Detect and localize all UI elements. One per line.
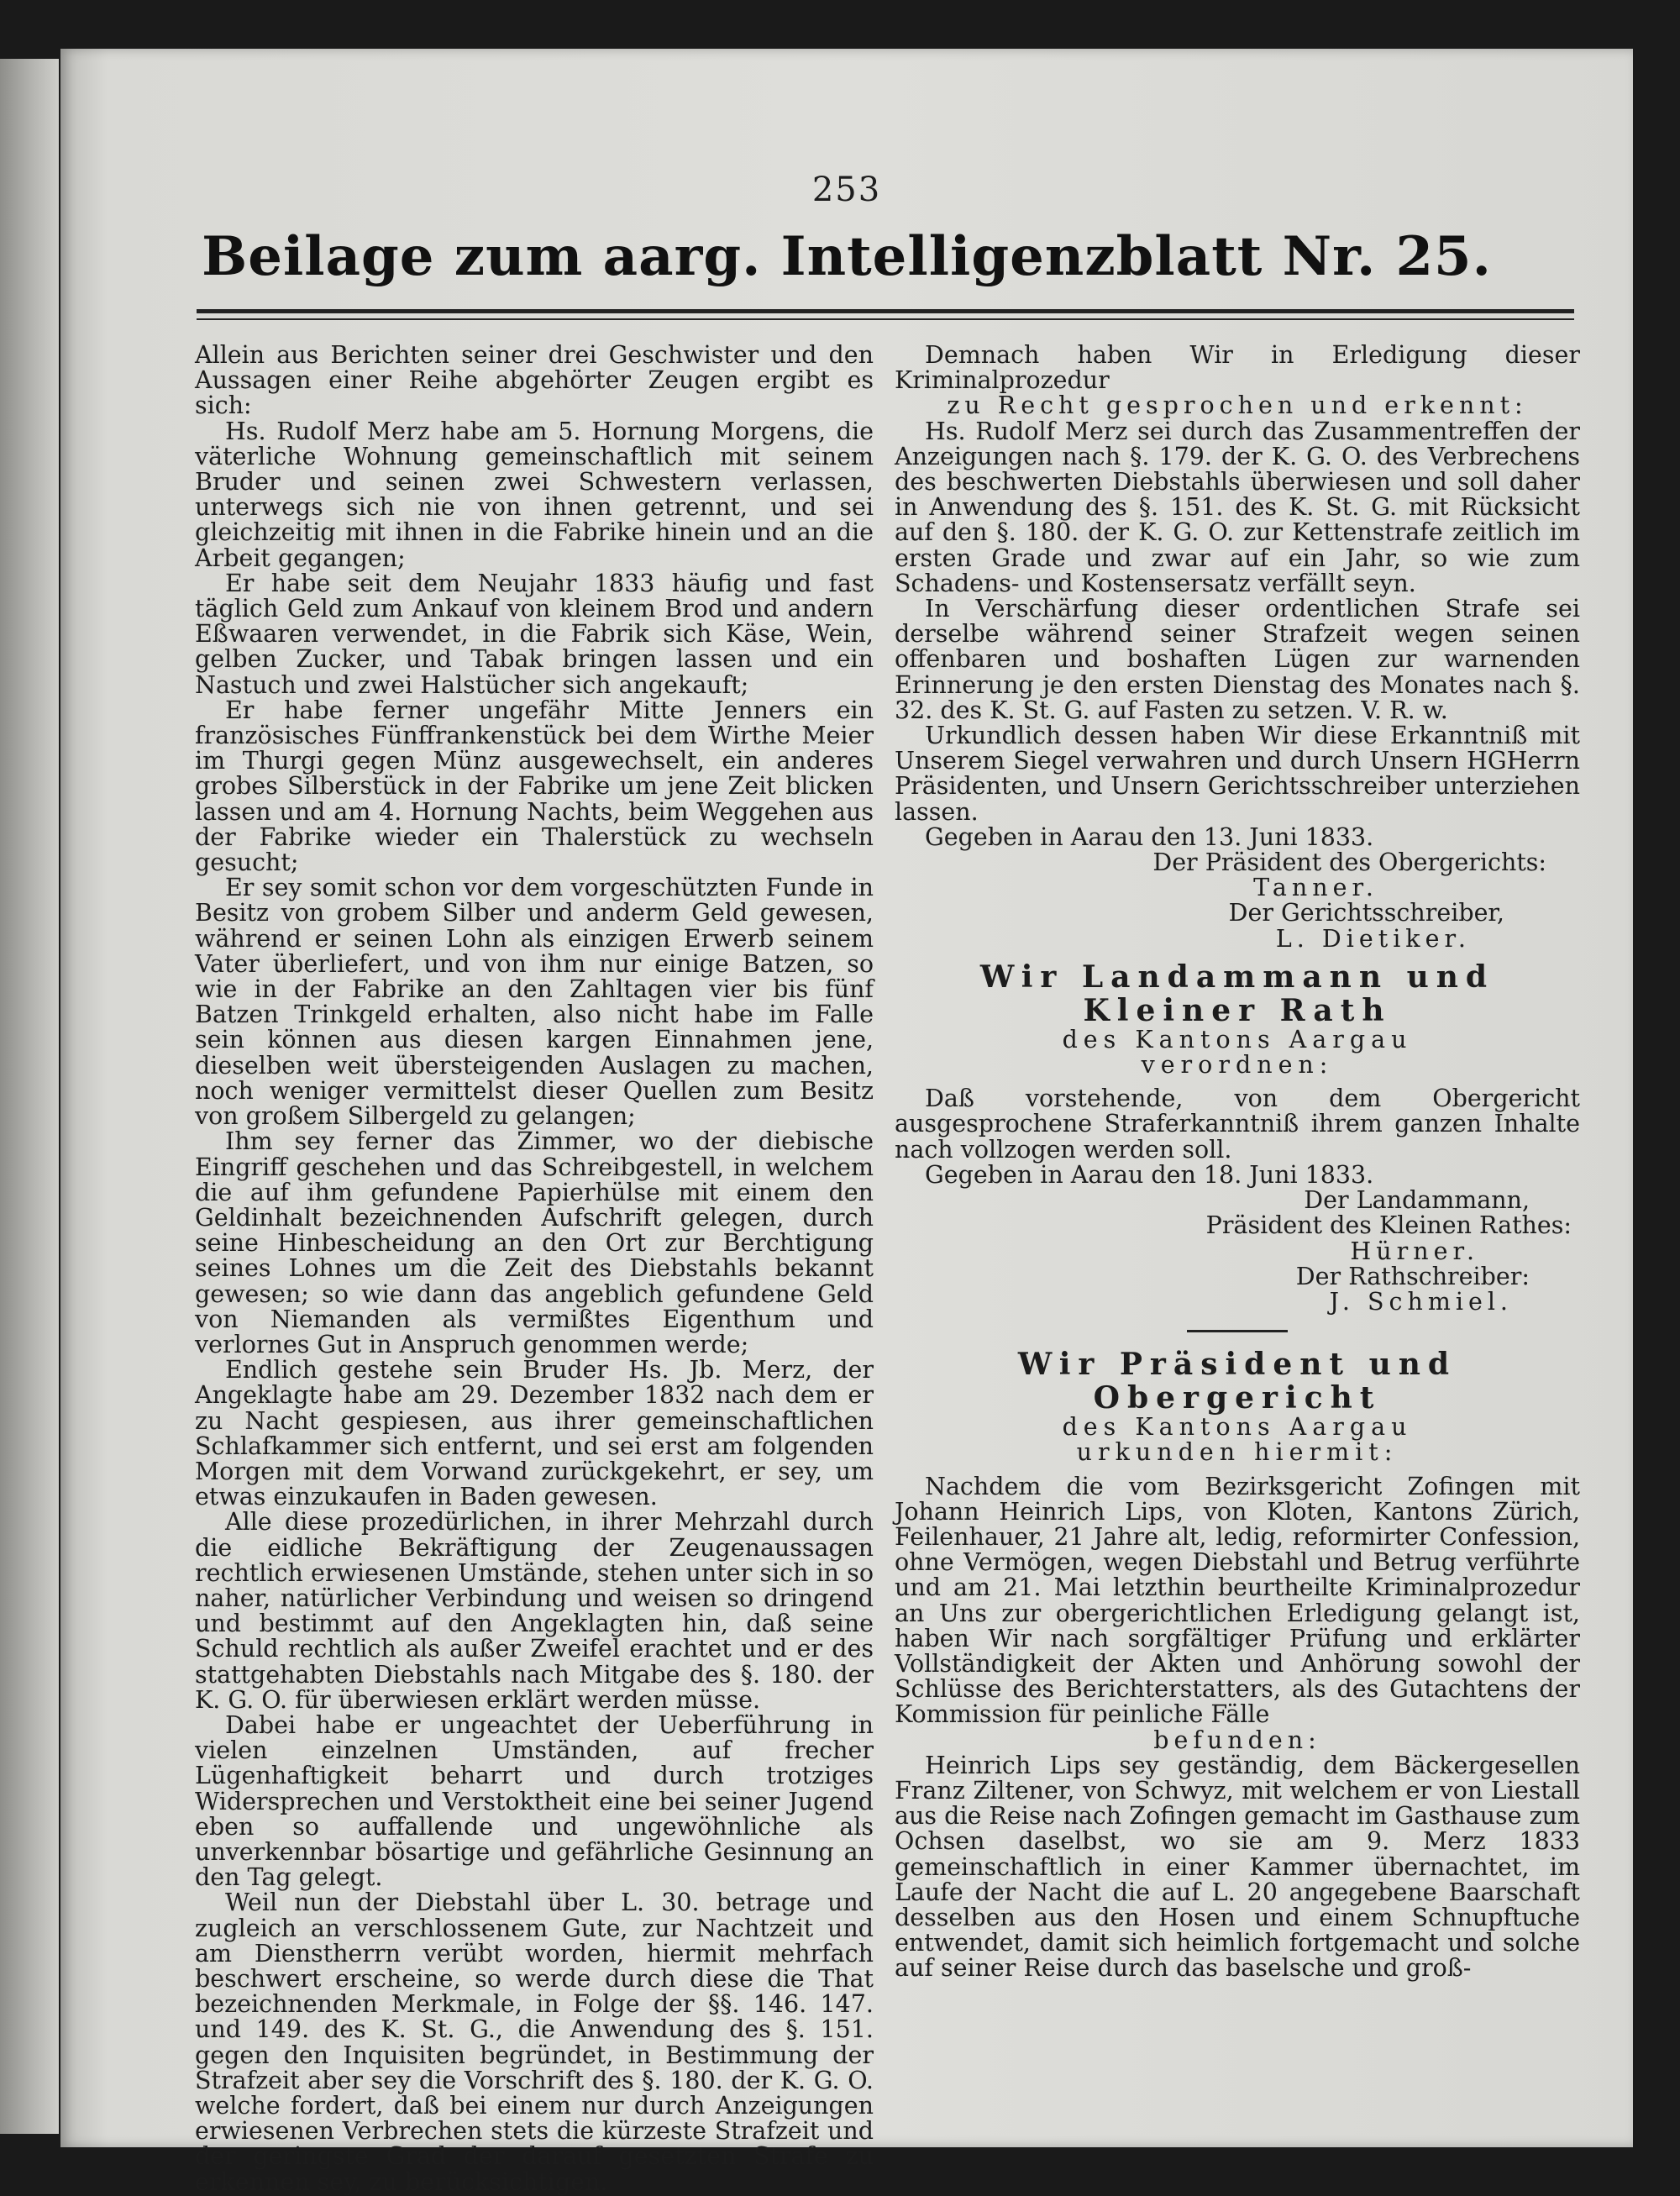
signature-name: J. Schmiel.	[1329, 1287, 1513, 1316]
paragraph: Er habe seit dem Neujahr 1833 häufig und fast täglich Geld zum Ankauf von kleinem Brod und andern Eßwaaren verwendet, in die Fabrik sich Käse, Wein, gelben Zucker, und Tabak bringen lassen und ein Nastuch und zwei Halstücher sich angekauft;	[195, 569, 874, 699]
left-column	[195, 343, 874, 2195]
verdict-paragraph: In Verschärfung dieser ordentlichen Strafe sei derselbe während seiner Strafzeit wegen seinen offenbaren und boshaften Lügen zur warnenden Erinnerung je den ersten Dienstag des Monates nach §. 32. des K. St. G. auf Fasten zu setzen. V. R. w.	[895, 595, 1580, 724]
verdict-paragraph: Urkundlich dessen haben Wir diese Erkanntniß mit Unserem Siegel verwahren und durch Unsern HGHerrn Präsidenten, und Unsern Gerichtsschreiber unterziehen lassen.	[895, 722, 1580, 826]
signature-title: Der Präsident des Obergerichts:	[1152, 848, 1546, 877]
signature-title: Präsident des Kleinen Rathes:	[1205, 1211, 1572, 1240]
verdict-paragraph: Hs. Rudolf Merz sei durch das Zusammentreffen der Anzeigungen nach §. 179. der K. G. O. des Verbrechens des beschwerten Diebstahls überwiesen und soll daher in Anwendung des §. 151. des K. St. G. mit Rücksicht auf den §. 180. der K. G. O. zur Kettenstrafe zeitlich im ersten Grade und zwar auf ein Jahr, so wie zum Schadens- und Kostensersatz verfällt seyn.	[895, 417, 1580, 597]
facing-page-edge	[0, 59, 59, 2134]
paragraph: Er sey somit schon vor dem vorgeschützten Funde in Besitz von grobem Silber und anderm Geld gewesen, während er seinen Lohn als einzigen Erwerb seinem Vater überliefert, und von ihm nur einige Batzen, so wie in der Fabrike an den Zahltagen vier bis fünf Batzen Trinkgeld erhalten, also nicht habe im Falle sein können aus diesen kargen Einnahmen jene, dieselben weit übersteigenden Auslagen zu machen, noch weniger vermittelst dieser Quellen zum Besitz von großem Silbergeld zu gelangen;	[195, 874, 874, 1131]
paragraph: Nachdem die vom Bezirksgericht Zofingen mit Johann Heinrich Lips, von Kloten, Kantons Zürich, Feilenhauer, 21 Jahre alt, ledig, reformirter Confession, ohne Vermögen, wegen Diebstahl und Betrug verführte und am 21. Mai letzthin beurtheilte Kriminalprozedur an Uns zur obergerichtlichen Erledigung gelangt ist, haben Wir nach sorgfältiger Prüfung und erklärter Vollständigkeit der Akten und Anhörung sowohl der Schlüsse des Berichterstatters, als des Gutachtens der Kommission für peinliche Fälle	[895, 1472, 1580, 1729]
signature-name: Tanner.	[1253, 874, 1378, 902]
newspaper-page	[60, 49, 1633, 2196]
paragraph: Er habe ferner ungefähr Mitte Jenners ein französisches Fünffrankenstück bei dem Wirthe Meier im Thurgi gegen Münz ausgewechselt, ein anderes grobes Silberstück in der Fabrike um jene Zeit blicken lassen und am 4. Hornung Nachts, beim Weggehen aus der Fabrike wieder ein Thalerstück zu wechseln gesucht;	[195, 696, 874, 877]
section-divider	[1187, 1330, 1288, 1332]
page-number: 253	[811, 171, 882, 209]
paragraph: Ihm sey ferner das Zimmer, wo der diebische Eingriff geschehen und das Schreibgestell, in welchem die auf ihm gefundene Papierhülse mit einem den Geldinhalt bezeichnenden Aufschrift gelegen, durch seine Hinbescheidung an den Ort zur Berchtigung seines Lohnes um die Zeit des Diebstahls bekannt gewesen; so wie dann das angeblich gefundene Geld von Niemanden als vermißtes Eigenthum und verlornes Gut in Anspruch genommen werde;	[195, 1127, 874, 1358]
verdict-heading: zu Recht gesprochen und erkennt:	[947, 391, 1528, 420]
paragraph: Weil nun der Diebstahl über L. 30. betrage und zugleich an verschlossenem Gute, zur Nachtzeit und am Dienstherrn verübt worden, hiermit mehrfach beschwert erscheine, so werde durch diese die That bezeichnenden Merkmale, in Folge der §§. 146. 147. und 149. des K. St. G., die Anwendung des §. 151. gegen den Inquisiten begründet, in Bestimmung der Strafzeit aber sey die Vorschrift des §. 180. der K. G. O. welche fordert, daß bei einem nur durch Anzeigungen erwiesenen Verbrechen stets die kürzeste Strafzeit und der geringste Grad der darauf gesetzten Strafe zu erkennen sey, zu berücksichtigen.	[195, 1889, 874, 2196]
section-subheading: des Kantons Aargau	[1062, 1413, 1413, 1442]
paragraph: Dabei habe er ungeachtet der Ueberführung in vielen einzelnen Umständen, auf frecher Lügenhaftigkeit beharrt und durch trotziges Widersprechen und Verstoktheit eine bei seiner Jugend eben so auffallende und ungewöhnliche als unverkennbar bösartige und gefährliche Gesinnung an den Tag gelegt.	[195, 1710, 874, 1892]
section-heading: Wir Präsident und Obergericht	[1017, 1347, 1457, 1416]
title-rule-thick	[197, 309, 1574, 313]
paragraph: Alle diese prozedürlichen, in ihrer Mehrzahl durch die eidliche Bekräftigung der Zeugenaussagen rechtlich erwiesenen Umstände, stehen unter sich in so naher, natürlicher Verbindung und weisen so dringend und bestimmt auf den Angeklagten hin, daß seine Schuld rechtlich als außer Zweifel erachtet und er des stattgehabten Diebstahls nach Mitgabe des §. 180. der K. G. O. für überwiesen erklärt werden müsse.	[195, 1508, 874, 1714]
right-column	[895, 343, 1580, 1982]
section-subheading: verordnen:	[1141, 1051, 1334, 1080]
findings-heading: befunden:	[1153, 1726, 1321, 1754]
section-subheading: des Kantons Aargau	[1062, 1025, 1413, 1053]
paragraph: Daß vorstehende, von dem Obergericht ausgesprochene Straferkanntniß ihrem ganzen Inhalte nach vollzogen werden soll.	[895, 1085, 1580, 1164]
paragraph: Endlich gestehe sein Bruder Hs. Jb. Merz, der Angeklagte habe am 29. Dezember 1832 nach dem er zu Nacht gespiesen, aus ihrer gemeinschaftlichen Schlafkammer sich entfernt, und sei erst am folgenden Morgen mit dem Vorwand zurückgekehrt, er sey, um etwas einzukaufen in Baden gewesen.	[195, 1356, 874, 1511]
verdict-intro: Demnach haben Wir in Erledigung dieser Kriminalprozedur	[895, 341, 1580, 395]
date-line: Gegeben in Aarau den 18. Juni 1833.	[925, 1160, 1374, 1189]
paragraph: Allein aus Berichten seiner drei Geschwister und den Aussagen einer Reihe abgehörter Zeugen ergibt es sich:	[195, 341, 874, 420]
section-heading: Wir Landammann und Kleiner Rath	[979, 959, 1495, 1028]
section-subheading: urkunden hiermit:	[1076, 1438, 1399, 1467]
signature-title: Der Gerichtsschreiber,	[1228, 899, 1504, 927]
signature-name: L. Dietiker.	[1275, 924, 1471, 953]
date-line: Gegeben in Aarau den 13. Juni 1833.	[925, 822, 1374, 851]
paragraph: Heinrich Lips sey geständig, dem Bäckergesellen Franz Ziltener, von Schwyz, mit welchem er von Liestall aus die Reise nach Zofingen gemacht im Gasthause zum Ochsen daselbst, wo sie am 9. Merz 1833 gemeinschaftlich in einer Kammer übernachtet, im Laufe der Nacht die auf L. 20 angegebene Baarschaft desselben aus den Hosen und einem Schnupftuche entwendet, damit sich heimlich fortgemacht und solche auf seiner Reise durch das baselsche und groß-	[895, 1751, 1580, 1983]
paragraph: Hs. Rudolf Merz habe am 5. Hornung Morgens, die väterliche Wohnung gemeinschaftlich mit seinem Bruder und seinen zwei Schwestern verlassen, unterwegs sich nie von ihnen getrennt, und sei gleichzeitig mit ihnen in die Fabrike hinein und an die Arbeit gegangen;	[195, 417, 874, 572]
title-rule-thin	[197, 318, 1574, 320]
signature-title: Der Rathschreiber:	[1295, 1262, 1530, 1290]
signature-title: Der Landammann,	[1304, 1186, 1530, 1215]
signature-name: Hürner.	[1350, 1237, 1479, 1265]
page-title: Beilage zum aarg. Intelligenzblatt Nr. 25.	[202, 225, 1492, 288]
